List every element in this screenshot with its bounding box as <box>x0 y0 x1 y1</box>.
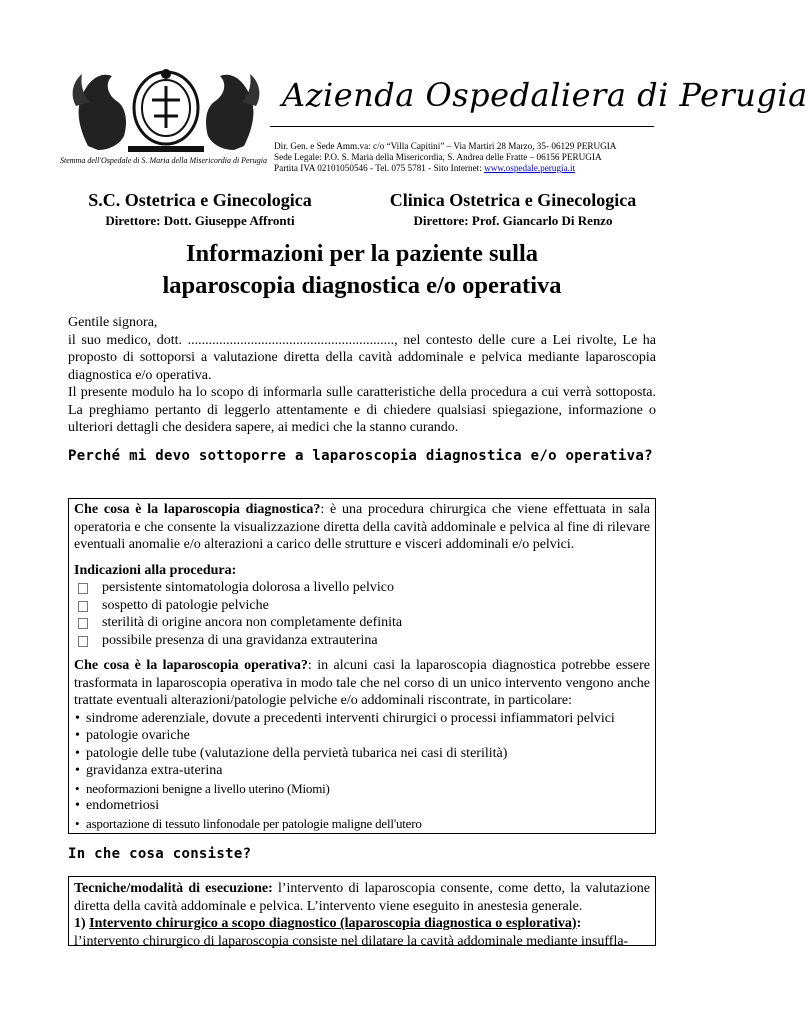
bullet-icon: • <box>75 745 80 761</box>
operative-question: Che cosa è la laparoscopia operativa? <box>74 658 308 673</box>
title-line-2: laparoscopia diagnostica e/o operativa <box>162 272 562 299</box>
list-item-text: patologie ovariche <box>86 728 190 743</box>
intro-text <box>68 314 656 437</box>
operative-answer: : in alcuni casi la laparoscopia diagnostica potrebbe essere trasformata in laparoscopia operativa in modo tale che nel corso di un unico intervento vengono anche trattate eventuali alterazioni/patologie pelviche e/o addominali riscontrate, in particolare: <box>74 658 650 708</box>
list-item-text: gravidanza extra-uterina <box>86 763 223 778</box>
list-item <box>74 762 650 780</box>
conditions-list <box>74 710 650 833</box>
website-link[interactable]: www.ospedale.perugia.it <box>484 163 576 173</box>
address-line-2: Sede Legale: P.O. S. Maria della Misericordia, S. Andrea delle Fratte – 06156 PERUGIA <box>274 152 602 162</box>
list-item-text: persistente sintomatologia dolorosa a livello pelvico <box>102 580 394 595</box>
crest-caption: Stemma dell'Ospedale di S. Maria della Misericordia di Perugia <box>60 156 267 165</box>
technique-paragraph <box>74 880 650 915</box>
bullet-icon: • <box>75 710 80 726</box>
diagnostic-definition <box>74 501 650 554</box>
list-item <box>74 797 650 815</box>
list-item <box>74 727 650 745</box>
intro-paragraph-2: Il presente modulo ha lo scopo di informarla sulle caratteristiche della procedura a cui verrà sottoposta. La preghiamo pertanto di leggerlo attentamente e di chiedere qualsiasi spiegazione, informazione o ulteriori dettagli che desidera sapere, ai medici che la stanno curando. <box>68 385 656 435</box>
department-right-director: Direttore: Prof. Giancarlo Di Renzo <box>413 213 613 228</box>
list-item-text: patologie delle tube (valutazione della pervietà tubarica nei casi di sterilità) <box>86 745 508 761</box>
list-item <box>74 632 650 650</box>
crest-graphic <box>68 66 264 154</box>
list-item <box>74 614 650 632</box>
list-item <box>74 710 650 728</box>
list-item-text: asportazione di tessuto linfonodale per patologie maligne dell'utero <box>86 815 422 831</box>
department-left <box>80 190 320 229</box>
info-box-procedure <box>68 498 656 834</box>
address-line-3-text: Partita IVA 02101050546 - Tel. 075 5781 - Sito Internet: <box>274 163 485 173</box>
bullet-icon: • <box>75 763 80 778</box>
operative-definition <box>74 657 650 710</box>
diagnostic-intervention <box>74 915 650 933</box>
bullet-icon: • <box>75 780 80 796</box>
item-colon: : <box>576 916 582 931</box>
section-heading-why: Perché mi devo sottoporre a laparoscopia diagnostica e/o operativa? <box>68 448 653 464</box>
list-item <box>74 745 650 763</box>
header-rule <box>270 126 654 127</box>
checkbox-icon <box>78 636 88 647</box>
checkbox-icon <box>78 601 88 612</box>
list-item <box>74 579 650 597</box>
item-number: 1) <box>74 916 86 931</box>
technique-label: Tecniche/modalità di esecuzione: <box>74 881 273 896</box>
list-item-text: sterilità di origine ancora non completamente definita <box>102 615 403 630</box>
bullet-icon: • <box>75 815 80 831</box>
list-item-text: sindrome aderenziale, dovute a precedenti interventi chirurgici o processi infiammatori pelvici <box>86 710 615 726</box>
indications-list <box>74 579 650 649</box>
list-item <box>74 815 650 833</box>
section-heading-what: In che cosa consiste? <box>68 846 252 862</box>
list-item <box>74 780 650 798</box>
list-item <box>74 597 650 615</box>
diagnostic-answer: : è una procedura chirurgica che viene effettuata in sala operatoria e che consente la visualizzazione diretta della cavità addominale e pelvica al fine di rilevare eventuali anomalie e/o alterazioni a carico delle strutture e visceri addominali e/o pelvici. <box>74 502 650 552</box>
title-line-1: Informazioni per la paziente sulla <box>185 240 539 267</box>
checkbox-icon <box>78 618 88 629</box>
department-left-name: S.C. Ostetrica e Ginecologica <box>88 190 312 210</box>
list-item-text: sospetto di patologie pelviche <box>102 597 269 613</box>
hospital-crest <box>68 66 264 154</box>
department-right <box>384 190 642 229</box>
intro-greeting: Gentile signora, <box>68 315 158 330</box>
diagnostic-intervention-text: l’intervento chirurgico di laparoscopia consiste nel dilatare la cavità addominale mediante insuffla- <box>74 933 629 949</box>
department-left-director: Direttore: Dott. Giuseppe Affronti <box>105 213 295 228</box>
bullet-icon: • <box>75 728 80 743</box>
address-line-3 <box>274 163 616 174</box>
list-item-text: endometriosi <box>86 798 160 813</box>
address-block <box>274 141 616 174</box>
info-box-technique <box>68 876 656 949</box>
indications-heading <box>74 562 650 580</box>
address-line-1: Dir. Gen. e Sede Amm.va: c/o “Villa Capitini” – Via Martiri 28 Marzo, 35- 06129 PERUGIA <box>274 141 617 151</box>
indications-label: Indicazioni alla procedura: <box>74 562 237 578</box>
checkbox-icon <box>78 583 88 594</box>
item-title: Intervento chirurgico a scopo diagnostico (laparoscopia diagnostica o esplorativa) <box>89 916 577 931</box>
hospital-name: Azienda Ospedaliera di Perugia <box>282 76 808 114</box>
bullet-icon: • <box>75 798 80 813</box>
intro-paragraph-1: il suo medico, dott. ..........................................................., nel contesto delle cure a Lei rivolte, Le ha proposto di sottoporsi a valutazione diretta della cavità addominale e pelvica mediante laparoscopia diagnostica e/o operativa. <box>68 332 656 383</box>
technique-text: l’intervento di laparoscopia consente, come detto, la valutazione diretta della cavità addominale e pelvica. L’intervento viene eseguito in anestesia generale. <box>74 881 651 914</box>
document-title <box>70 238 654 302</box>
list-item-text: neoformazioni benigne a livello uterino (Miomi) <box>86 780 330 796</box>
department-right-name: Clinica Ostetrica e Ginecologica <box>389 190 637 210</box>
diagnostic-question: Che cosa è la laparoscopia diagnostica? <box>74 502 321 517</box>
list-item-text: possibile presenza di una gravidanza extrauterina <box>102 632 378 648</box>
